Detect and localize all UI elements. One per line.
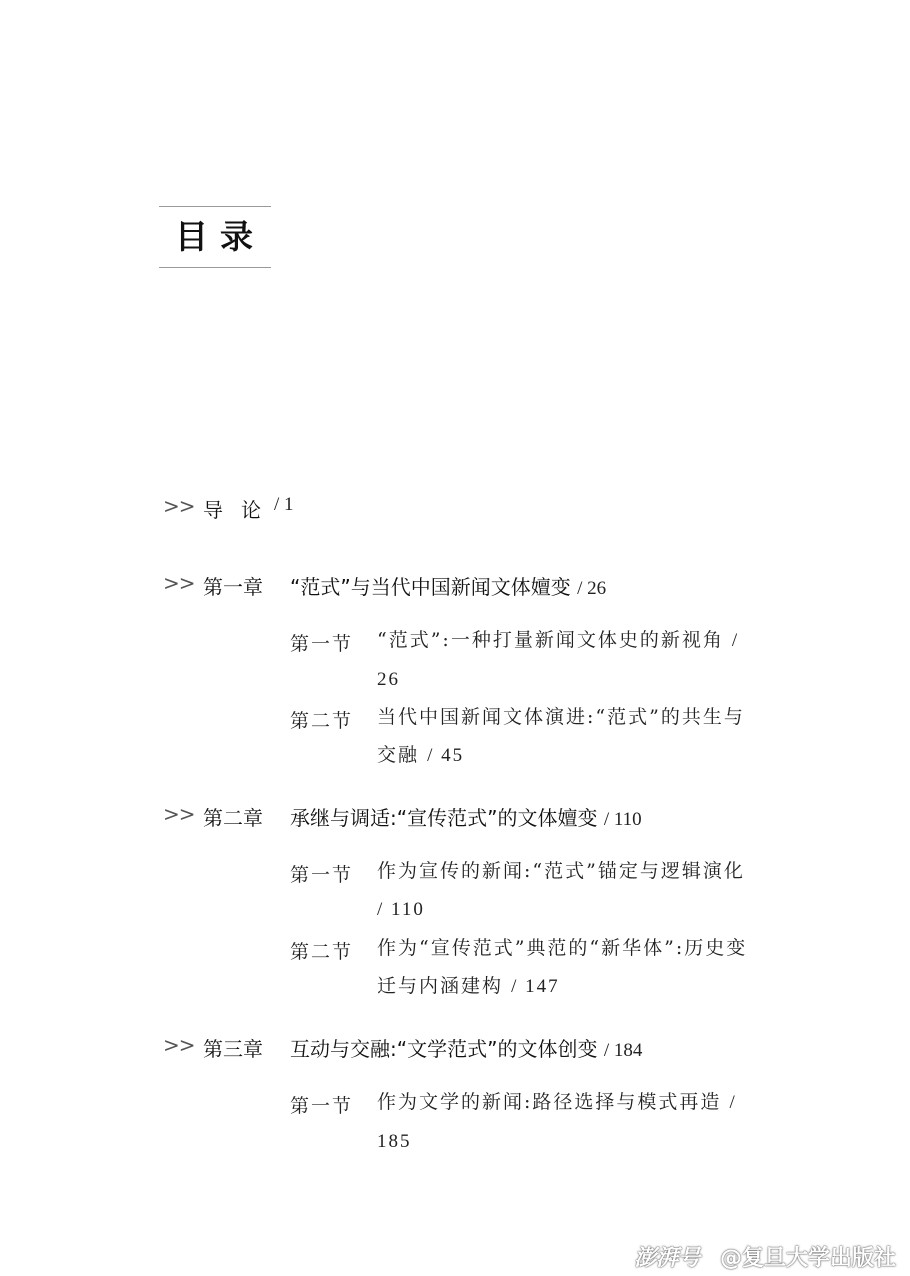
- section-title: [377, 929, 757, 1006]
- chapter-page-number: / 26: [577, 578, 607, 599]
- section-page-number: / 45: [427, 745, 465, 766]
- section-page-number: / 185: [377, 1092, 737, 1152]
- watermark-brand: 澎湃号: [634, 1246, 701, 1271]
- section-title: [377, 698, 757, 775]
- section-label: 第二节: [290, 710, 354, 732]
- chapter-title: [290, 1033, 642, 1062]
- section-label: 第一节: [290, 633, 354, 655]
- section-title: [377, 852, 757, 929]
- section-title-text: 作为文学的新闻:路径选择与模式再造: [377, 1091, 722, 1113]
- watermark: [634, 1241, 896, 1272]
- chapter-label: 第一章: [203, 575, 263, 599]
- section-page-number: / 110: [377, 899, 425, 920]
- intro-label: 导论: [203, 498, 279, 522]
- chapter-label: 第二章: [203, 806, 263, 830]
- section-title: [377, 621, 757, 699]
- section-label: 第一节: [290, 864, 354, 886]
- section-label: 第一节: [290, 1095, 354, 1117]
- page-title-frame: [159, 206, 271, 268]
- section-title-text: “范式”:一种打量新闻文体史的新视角: [377, 629, 724, 651]
- section-title-text: 作为宣传的新闻:“范式”锚定与逻辑演化: [377, 860, 745, 882]
- chevron-marker-icon: >>: [163, 494, 195, 518]
- chapter-title-text: “范式”与当代中国新闻文体嬗变: [290, 575, 571, 599]
- intro-page-number: / 1: [274, 494, 294, 515]
- section-title-text: 当代中国新闻文体演进:“范式”的共生与交融: [377, 706, 745, 766]
- chapter-page-number: / 110: [603, 809, 642, 830]
- chapter-label: 第三章: [203, 1037, 263, 1061]
- section-page-number: / 147: [511, 976, 560, 997]
- chapter-title-text: 互动与交融:“文学范式”的文体创变: [290, 1037, 598, 1061]
- chapter-title: [290, 802, 642, 831]
- chevron-marker-icon: >>: [163, 1033, 195, 1057]
- chapter-page-number: / 184: [603, 1040, 643, 1061]
- chevron-marker-icon: >>: [163, 571, 195, 595]
- section-title-text: 作为“宣传范式”典范的“新华体”:历史变迁与内涵建构: [377, 937, 748, 997]
- chapter-title: [290, 571, 606, 600]
- watermark-source: @复旦大学出版社: [719, 1246, 896, 1271]
- section-title: [377, 1083, 757, 1161]
- page-title: 目录: [175, 217, 265, 256]
- section-page-number: / 26: [377, 630, 740, 690]
- chapter-title-text: 承继与调适:“宣传范式”的文体嬗变: [290, 806, 598, 830]
- chevron-marker-icon: >>: [163, 802, 195, 826]
- section-label: 第二节: [290, 941, 354, 963]
